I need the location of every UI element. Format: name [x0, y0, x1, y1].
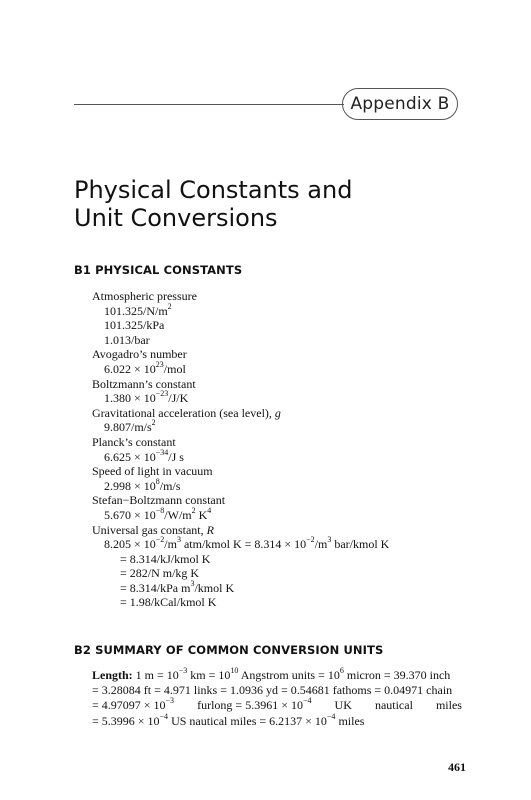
gas-constant-value-5: = 1.98/kCal/kmol K: [120, 595, 217, 610]
atmospheric-pressure-value-1: $101.325/N/m^2$: [104, 301, 172, 318]
gas-constant-name: Universal gas constant, R: [92, 522, 214, 537]
atmospheric-pressure-value-2: 101.325/kPa: [104, 318, 165, 333]
atmospheric-pressure-name: Atmospheric pressure: [92, 289, 197, 303]
boltzmann-value: $1.380 \times 10^{-23}/J/K$: [104, 389, 189, 406]
atmospheric-pressure-value-3: 1.013/bar: [104, 332, 150, 347]
stefan-boltzmann-value: $5.670 \times 10^{-8}/W/m^2$ $K^4$: [104, 505, 212, 522]
length-conversions: [92, 668, 462, 729]
avogadro-value: $6.022 \times 10^{23}$/mol: [104, 359, 186, 376]
planck-name: Planck’s constant: [92, 434, 176, 449]
length-line-3: = $4.97097 \times 10^{-3}$ furlong = $5.3961 \times 10^{-4}$ UK nautical miles: [92, 696, 462, 713]
chapter-title-line-1: Physical Constants and: [74, 176, 353, 204]
length-line-2: = 3.28084 ft = 4.971 links = 1.0936 yd = 0.54681 fathoms = 0.04971 chain: [92, 683, 453, 698]
speed-of-light-name: Speed of light in vacuum: [92, 464, 213, 479]
gas-constant-value-2: = 8.314/kJ/kmol K: [120, 551, 211, 566]
gravity-value: $9.807/m/s^2$: [104, 418, 156, 435]
length-label: Length:: [92, 668, 133, 682]
gas-constant-value-3: = 282/N m/kg K: [120, 566, 200, 581]
gravity-name: Gravitational acceleration (sea level), g: [92, 405, 281, 420]
gas-constant-value-1: $8.205 \times 10^{-2}/m^3$ atm/kmol $K = 8.314 \times 10^{-2}/m^3$ bar/kmol K: [104, 535, 390, 552]
header-rule: [74, 104, 344, 105]
section-heading-b1: B1 PHYSICAL CONSTANTS: [74, 263, 243, 277]
length-line-1: Length: 1 $m = 10^{-3}$ km = $10^{10}$ Angstrom units = $10^6$ micron = 39.370 inch: [92, 666, 451, 682]
speed-of-light-value: $2.998 \times 10^8/m/s$: [104, 476, 181, 493]
appendix-label: Appendix B: [342, 88, 458, 120]
page-number: 461: [448, 760, 466, 774]
avogadro-name: Avogadro’s number: [92, 347, 187, 362]
section-heading-b2: B2 SUMMARY OF COMMON CONVERSION UNITS: [74, 643, 384, 657]
chapter-title-line-2: Unit Conversions: [74, 204, 278, 232]
physical-constants-list: [92, 289, 492, 610]
chapter-title: [74, 176, 494, 232]
stefan-boltzmann-name: Stefan−Boltzmann constant: [92, 493, 226, 508]
boltzmann-name: Boltzmann’s constant: [92, 376, 196, 391]
gas-constant-value-4: = 8.314/kPa $m^3$/kmol K: [120, 578, 235, 595]
length-line-4: = $5.3996 \times 10^{-4}$ US nautical miles = $6.2137 \times 10^{-4}$ miles: [92, 711, 365, 728]
planck-value: $6.625 \times 10^{-34}/J$ s: [104, 447, 184, 464]
